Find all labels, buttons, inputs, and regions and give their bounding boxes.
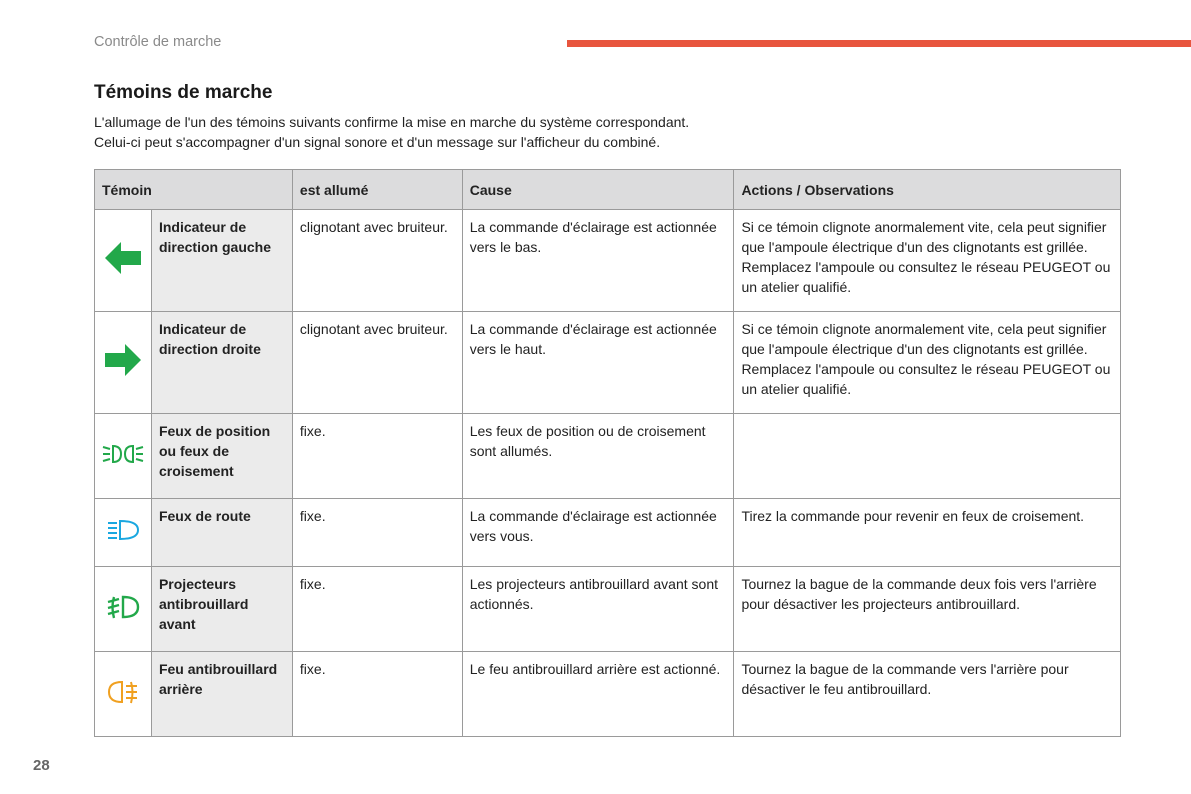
- light-name: Feux de route: [151, 499, 292, 567]
- position-lights-icon: [95, 414, 152, 499]
- page-number: 28: [33, 757, 50, 774]
- light-name: Feu antibrouillard arrière: [151, 652, 292, 737]
- lit-state: clignotant avec bruiteur.: [292, 312, 462, 414]
- action: Tournez la bague de la commande deux fois vers l'arrière pour désactiver les projecteurs antibrouillard.: [734, 567, 1121, 652]
- action: Tournez la bague de la commande vers l'arrière pour désactiver le feu antibrouillard.: [734, 652, 1121, 737]
- light-name: Indicateur de direction gauche: [151, 210, 292, 312]
- warning-lights-table: [94, 169, 1121, 737]
- cause: La commande d'éclairage est actionnée vers le haut.: [462, 312, 734, 414]
- intro-line: L'allumage de l'un des témoins suivants confirme la mise en marche du système correspondant.: [94, 114, 690, 130]
- high-beam-icon: [95, 499, 152, 567]
- header-actions: Actions / Observations: [734, 170, 1121, 210]
- page-title: Témoins de marche: [94, 82, 273, 103]
- table-header: [95, 170, 1121, 210]
- table-row: [95, 567, 1121, 652]
- lit-state: fixe.: [292, 567, 462, 652]
- cause: Les feux de position ou de croisement sont allumés.: [462, 414, 734, 499]
- table-row: [95, 210, 1121, 312]
- accent-bar: [567, 40, 1191, 47]
- header-temoin: Témoin: [95, 170, 293, 210]
- cause: La commande d'éclairage est actionnée vers le bas.: [462, 210, 734, 312]
- action: Si ce témoin clignote anormalement vite, cela peut signifier que l'ampoule électrique d'un des clignotants est grillée. Remplacez l'ampoule ou consultez le réseau PEUGEOT ou un atelier qualifié.: [734, 312, 1121, 414]
- light-name: Feux de position ou feux de croisement: [151, 414, 292, 499]
- table-row: [95, 499, 1121, 567]
- light-name: Indicateur de direction droite: [151, 312, 292, 414]
- cause: Le feu antibrouillard arrière est actionné.: [462, 652, 734, 737]
- action: Si ce témoin clignote anormalement vite, cela peut signifier que l'ampoule électrique d'un des clignotants est grillée. Remplacez l'ampoule ou consultez le réseau PEUGEOT ou un atelier qualifié.: [734, 210, 1121, 312]
- table-row: [95, 414, 1121, 499]
- lit-state: fixe.: [292, 652, 462, 737]
- header-lit: est allumé: [292, 170, 462, 210]
- cause: La commande d'éclairage est actionnée vers vous.: [462, 499, 734, 567]
- intro-line: Celui-ci peut s'accompagner d'un signal sonore et d'un message sur l'afficheur du combiné.: [94, 134, 661, 150]
- action: [734, 414, 1121, 499]
- action: Tirez la commande pour revenir en feux de croisement.: [734, 499, 1121, 567]
- section-title: Contrôle de marche: [94, 34, 222, 50]
- rear-fog-icon: [95, 652, 152, 737]
- lit-state: clignotant avec bruiteur.: [292, 210, 462, 312]
- right-arrow-icon: [95, 312, 152, 414]
- table-row: [95, 312, 1121, 414]
- front-fog-icon: [95, 567, 152, 652]
- header-cause: Cause: [462, 170, 734, 210]
- lit-state: fixe.: [292, 414, 462, 499]
- left-arrow-icon: [95, 210, 152, 312]
- cause: Les projecteurs antibrouillard avant sont actionnés.: [462, 567, 734, 652]
- light-name: Projecteurs antibrouillard avant: [151, 567, 292, 652]
- table-row: [95, 652, 1121, 737]
- lit-state: fixe.: [292, 499, 462, 567]
- intro-text: [94, 112, 689, 152]
